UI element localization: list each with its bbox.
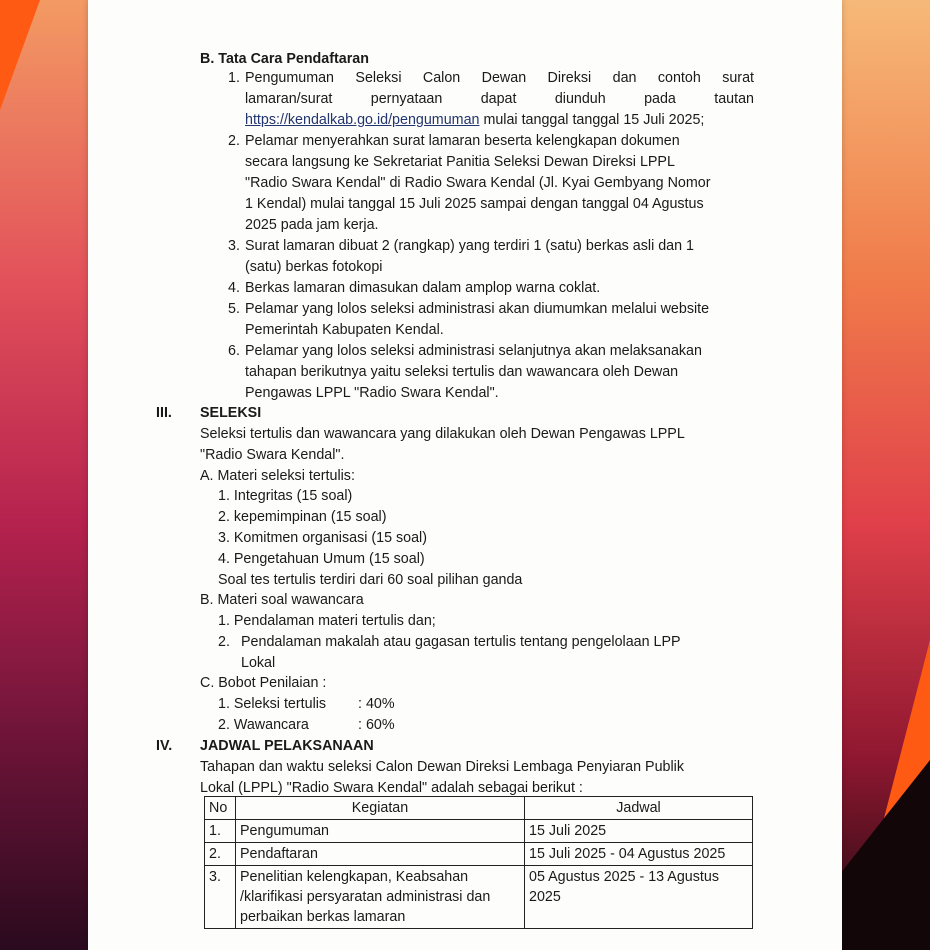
list-item-text: Pelamar yang lolos seleksi administrasi selanjutnya akan melaksanakan bbox=[245, 343, 702, 359]
list-item-text: (satu) berkas fotokopi bbox=[245, 259, 383, 275]
weight-value: : 40% bbox=[358, 696, 395, 712]
paragraph-text: Seleksi tertulis dan wawancara yang dilakukan oleh Dewan Pengawas LPPL bbox=[200, 426, 685, 442]
list-item-text: Surat lamaran dibuat 2 (rangkap) yang terdiri 1 (satu) berkas asli dan 1 bbox=[245, 238, 694, 254]
note-text: Soal tes tertulis terdiri dari 60 soal pilihan ganda bbox=[218, 572, 523, 588]
list-item: 4. Pengetahuan Umum (15 soal) bbox=[218, 551, 425, 567]
document-page bbox=[88, 0, 842, 950]
list-item-text: 2025 pada jam kerja. bbox=[245, 217, 379, 233]
pengumuman-link[interactable]: https://kendalkab.go.id/pengumuman bbox=[245, 112, 480, 128]
subsection-heading: C. Bobot Penilaian : bbox=[200, 675, 327, 691]
list-item-text: Pelamar yang lolos seleksi administrasi akan diumumkan melalui website bbox=[245, 301, 710, 317]
table-cell: 2. bbox=[205, 843, 236, 866]
cell-line: 05 Agustus 2025 - 13 Agustus bbox=[529, 869, 719, 885]
paragraph-text: Lokal (LPPL) "Radio Swara Kendal" adalah sebagai berikut : bbox=[200, 780, 583, 796]
list-item-text: Lokal bbox=[241, 655, 276, 671]
list-item-text: secara langsung ke Sekretariat Panitia Seleksi Dewan Direksi LPPL bbox=[245, 154, 675, 170]
list-number: 4. bbox=[228, 280, 240, 296]
list-item-text: 1 Kendal) mulai tanggal 15 Juli 2025 sampai dengan tanggal 04 Agustus bbox=[245, 196, 704, 212]
list-number: 5. bbox=[228, 301, 240, 317]
cell-line: /klarifikasi persyaratan administrasi dan bbox=[240, 889, 491, 905]
section-title: JADWAL PELAKSANAAN bbox=[200, 738, 374, 754]
paragraph-text: "Radio Swara Kendal". bbox=[200, 447, 345, 463]
table-header: No bbox=[205, 797, 236, 820]
subsection-heading: A. Materi seleksi tertulis: bbox=[200, 468, 355, 484]
list-number: 6. bbox=[228, 343, 240, 359]
table-cell: Pengumuman bbox=[236, 820, 525, 843]
table-cell: 15 Juli 2025 bbox=[525, 820, 753, 843]
cell-line: perbaikan berkas lamaran bbox=[240, 909, 406, 925]
list-item-text: Pendalaman makalah atau gagasan tertulis tentang pengelolaan LPP bbox=[241, 634, 681, 650]
list-item-text: Pengumuman Seleksi Calon Dewan Direksi dan contoh surat bbox=[245, 70, 754, 86]
table-cell: 15 Juli 2025 - 04 Agustus 2025 bbox=[525, 843, 753, 866]
paragraph-text: Tahapan dan waktu seleksi Calon Dewan Direksi Lembaga Penyiaran Publik bbox=[200, 759, 684, 775]
table-header: Jadwal bbox=[525, 797, 753, 820]
list-item-text: tahapan berikutnya yaitu seleksi tertulis dan wawancara oleh Dewan bbox=[245, 364, 679, 380]
list-number: 3. bbox=[228, 238, 240, 254]
table-cell bbox=[525, 866, 753, 929]
subsection-heading: B. Materi soal wawancara bbox=[200, 592, 364, 608]
table-header-row bbox=[205, 797, 753, 820]
table-cell: 3. bbox=[205, 866, 236, 929]
table-row bbox=[205, 843, 753, 866]
weight-label: 1. Seleksi tertulis bbox=[218, 696, 327, 712]
list-item-text: Pelamar menyerahkan surat lamaran beserta kelengkapan dokumen bbox=[245, 133, 680, 149]
table-header: Kegiatan bbox=[236, 797, 525, 820]
list-number: 1. bbox=[228, 70, 240, 86]
list-item-text: Berkas lamaran dimasukan dalam amplop warna coklat. bbox=[245, 280, 601, 296]
weight-label: 2. Wawancara bbox=[218, 717, 309, 733]
list-item-text: lamaran/surat pernyataan dapat diunduh pada tautan bbox=[245, 91, 754, 107]
table-cell: Pendaftaran bbox=[236, 843, 525, 866]
list-item-text: https://kendalkab.go.id/pengumuman mulai tanggal tanggal 15 Juli 2025; bbox=[245, 112, 705, 128]
list-item: 1. Pendalaman materi tertulis dan; bbox=[218, 613, 436, 629]
cell-line: Penelitian kelengkapan, Keabsahan bbox=[240, 869, 469, 885]
table-row bbox=[205, 820, 753, 843]
schedule-table bbox=[204, 796, 753, 929]
list-item: 1. Integritas (15 soal) bbox=[218, 488, 353, 504]
list-number: 2. bbox=[218, 634, 230, 650]
table-cell bbox=[236, 866, 525, 929]
list-item: 2. kepemimpinan (15 soal) bbox=[218, 509, 387, 525]
list-item-text: Pengawas LPPL "Radio Swara Kendal". bbox=[245, 385, 499, 401]
weight-value: : 60% bbox=[358, 717, 395, 733]
section-title: SELEKSI bbox=[200, 405, 262, 421]
list-item-text: "Radio Swara Kendal" di Radio Swara Kendal (Jl. Kyai Gembyang Nomor bbox=[245, 175, 711, 191]
list-item-text: Pemerintah Kabupaten Kendal. bbox=[245, 322, 444, 338]
table-cell: 1. bbox=[205, 820, 236, 843]
section-number: III. bbox=[156, 405, 172, 421]
list-number: 2. bbox=[228, 133, 240, 149]
section-b-heading: B. Tata Cara Pendaftaran bbox=[200, 51, 369, 67]
section-number: IV. bbox=[156, 738, 173, 754]
list-item: 3. Komitmen organisasi (15 soal) bbox=[218, 530, 427, 546]
cell-line: 2025 bbox=[529, 889, 561, 905]
table-row bbox=[205, 866, 753, 929]
